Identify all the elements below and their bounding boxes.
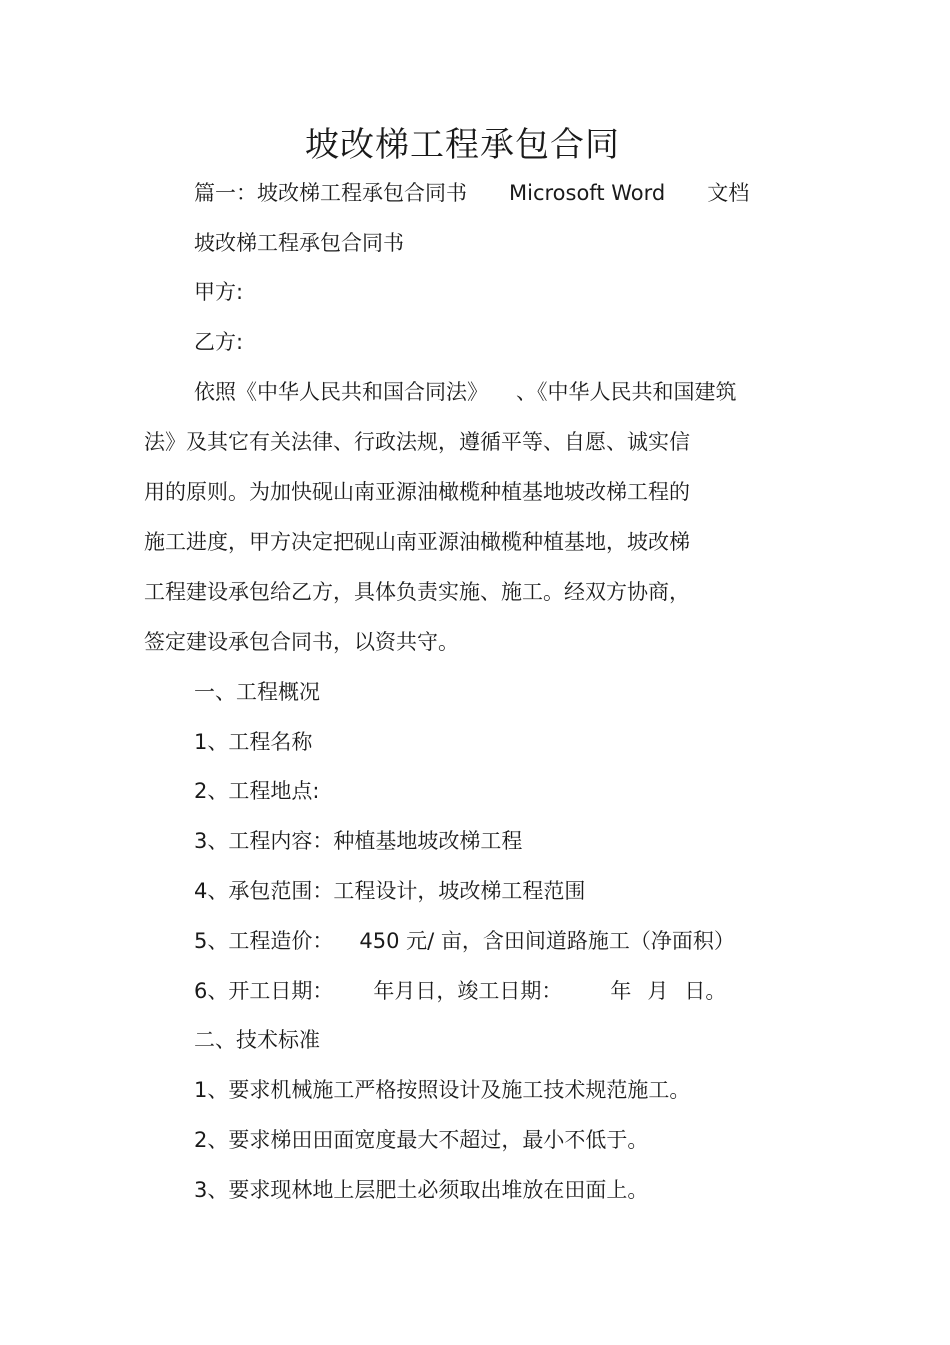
section-2-heading: 二、技术标准: [194, 1028, 320, 1052]
preamble-line-1a: 依照《中华人民共和国合同法》: [194, 380, 488, 404]
party-a-label: 甲方:: [194, 280, 244, 304]
preamble-line-3: 用的原则。为加快砚山南亚源油橄榄种植基地坡改梯工程的: [144, 480, 690, 504]
section-1-item-3: 3、工程内容：种植基地坡改梯工程: [194, 829, 523, 853]
section-1-item-4: 4、承包范围：工程设计，坡改梯工程范围: [194, 879, 586, 903]
subtitle-suffix: 文档: [707, 181, 750, 205]
preamble-line-5: 工程建设承包给乙方，具体负责实施、施工。经双方协商，: [144, 580, 690, 604]
section-1-item-5: [194, 926, 735, 956]
section-2-item-2: 2、要求梯田田面宽度最大不超过，最小不低于。: [194, 1128, 649, 1152]
section-2-item-1: 1、要求机械施工严格按照设计及施工技术规范施工。: [194, 1078, 691, 1102]
preamble-line-4: 施工进度，甲方决定把砚山南亚源油橄榄种植基地，坡改梯: [144, 530, 690, 554]
preamble-line-2: 法》及其它有关法律、行政法规，遵循平等、自愿、诚实信: [144, 430, 690, 454]
party-b-label: 乙方:: [194, 330, 244, 354]
start-date-value: 年月日，竣工日期：: [373, 979, 563, 1003]
document-title: 坡改梯工程承包合同: [305, 125, 620, 165]
end-month: 月: [647, 979, 669, 1003]
subtitle-line: [194, 178, 749, 208]
section-1-item-1: 1、工程名称: [194, 730, 313, 754]
section-1-item-2: 2、工程地点:: [194, 779, 320, 803]
price-label: 5、工程造价：: [194, 929, 334, 953]
end-day: 日。: [684, 979, 727, 1003]
price-value: 450 元/ 亩，含田间道路施工（净面积）: [359, 929, 735, 953]
section-1-heading: 一、工程概况: [194, 680, 320, 704]
subtitle-prefix: 篇一：坡改梯工程承包合同书: [194, 181, 467, 205]
preamble-line-1b: 、《中华人民共和国建筑: [516, 380, 737, 404]
section-2-item-3: 3、要求现林地上层肥土必须取出堆放在田面上。: [194, 1178, 649, 1202]
preamble-line-6: 签定建设承包合同书，以资共守。: [144, 630, 459, 654]
end-year: 年: [610, 979, 632, 1003]
subtitle-app: Microsoft Word: [509, 181, 666, 205]
start-date-label: 6、开工日期：: [194, 979, 334, 1003]
contract-heading: 坡改梯工程承包合同书: [194, 231, 404, 255]
section-1-item-6: [194, 976, 726, 1006]
preamble-line-1: [194, 377, 737, 407]
